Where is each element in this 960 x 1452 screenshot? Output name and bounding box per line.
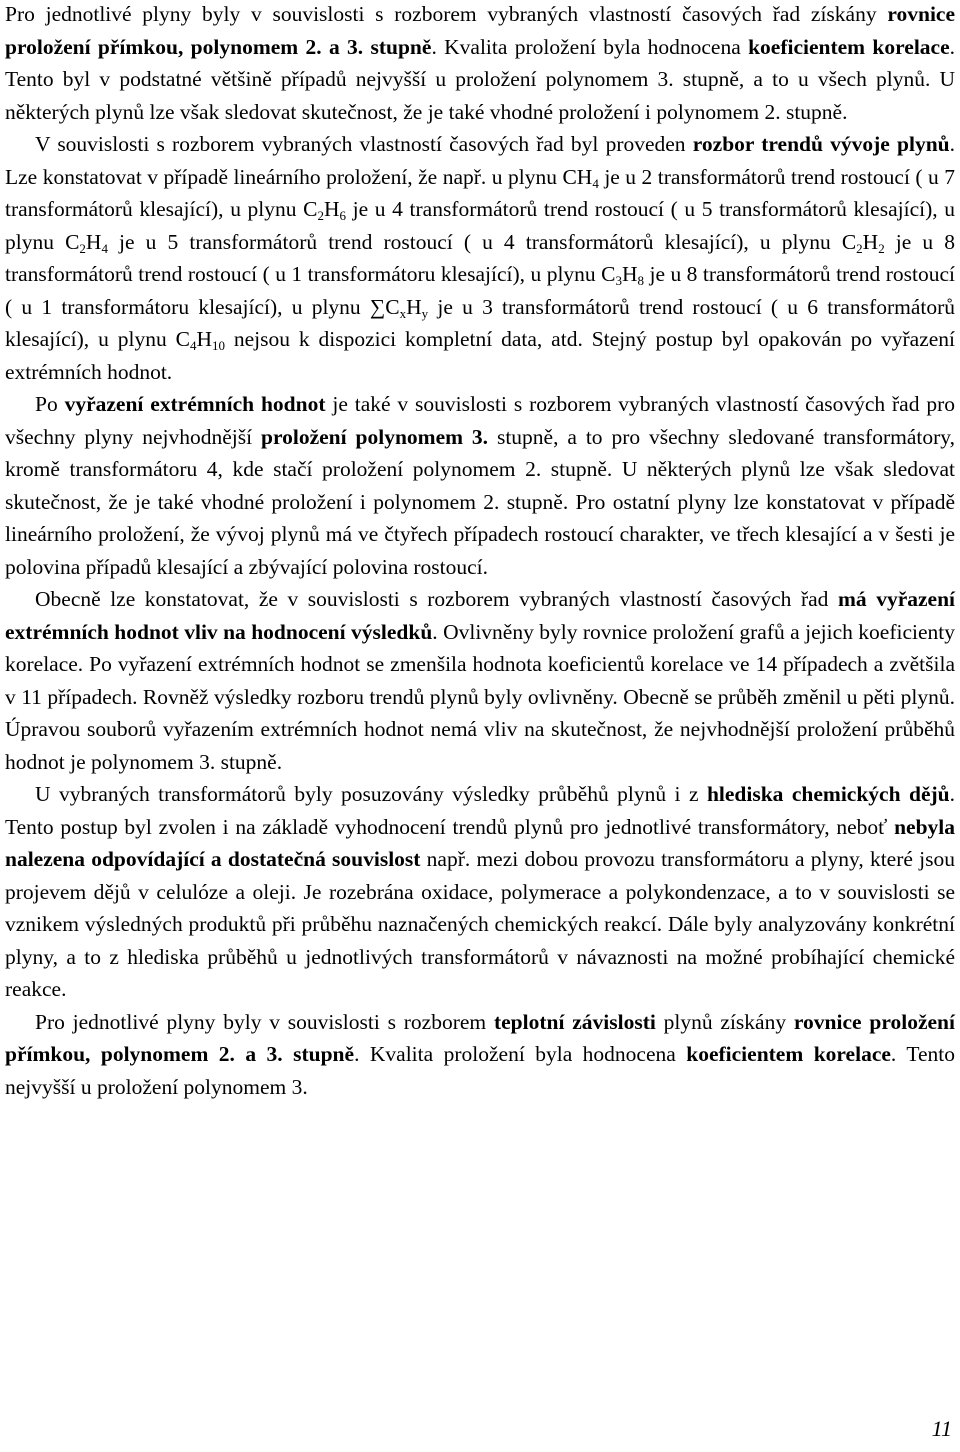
gas-trend-line: u plynu $C_2H_4$ je u 5 transformátorů trend rostoucí ( u 4 transformátorů klesající),	[5, 197, 956, 256]
gas-trend-line: u plynu $C_3H_8$ je u 8 transformátorů trend rostoucí ( u 1 transformátoru klesající),	[5, 262, 955, 319]
paragraph-regression-summary: Pro jednotlivé plyny byly v souvislosti s rozborem vybraných vlastností časových řad získány rovnice proložení přímkou, polynomem 2. a 3. stupně. Kvalita proložení byla hodnocena koeficientem korelace. Tento byl v podstatné většině případů nejvyšší u proložení polynomem 3. stupně, a to u všech plynů. U některých plynů lze však sledovat skutečnost, že je také vhodné proložení i polynomem 2. stupně.	[5, 2, 956, 124]
gas-trend-line: u plynu $C_4H_{10}$ nejsou k dispozici kompletní data, atd. Stejný postup byl opakován po vyřazení extrémních hodnot.	[5, 327, 956, 384]
page-number: 11	[931, 1416, 952, 1441]
gas-trend-line: u plynu $C_2H_2$ je u 8 transformátorů trend rostoucí ( u 1 transformátoru klesající),	[5, 229, 955, 286]
paragraph-chemical-processes: U vybraných transformátorů byly posuzovány výsledky průběhů plynů i z hlediska chemických dějů. Tento postup byl zvolen i na základě vyhodnocení trendů plynů pro jednotlivé transformátory, neboť nebyla nalezena odpovídající a dostatečná souvislost např. mezi dobou provozu transformátoru a plyny, které jsou projevem dějů v celulóze a oleji. Je rozebrána oxidace, polymerace a polykondenzace, a to v souvislosti se vznikem výsledných produktů při průběhu naznačených chemických reakcí. Dále byly analyzovány konkrétní plyny, a to z hlediska průběhů u jednotlivých transformátorů v návaznosti na možné probíhající chemické reakce.	[5, 782, 955, 1001]
paragraph-outlier-influence: Obecně lze konstatovat, že v souvislosti s rozborem vybraných vlastností časových řad má vyřazení extrémních hodnot vliv na hodnocení výsledků. Ovlivněny byly rovnice proložení grafů a jejich koeficienty korelace. Po vyřazení extrémních hodnot se zmenšila hodnota koeficientů korelace ve 14 případech a zvětšila v 11 případech. Rovněž výsledky rozboru trendů plynů byly ovlivněny. Obecně se průběh změnil u pěti plynů. Úpravou souborů vyřazením extrémních hodnot nemá vliv na skutečnost, že nejvhodnější proložení průběhů hodnot je polynomem 3. stupně.	[5, 587, 956, 774]
gas-trend-line: u plynu $\sum C_xH_y$ je u 3 transformátorů trend rostoucí ( u 6 transformátorů klesající),	[5, 294, 956, 351]
paragraph-temperature-dependence: Pro jednotlivé plyny byly v souvislosti s rozborem teplotní závislosti plynů získány rovnice proložení přímkou, polynomem 2. a 3. stupně. Kvalita proložení byla hodnocena koeficientem korelace. Tento nejvyšší u proložení polynomem 3.	[5, 1009, 955, 1099]
gas-trend-line: u plynu $C_2H_6$ je u 4 transformátorů trend rostoucí ( u 5 transformátorů klesající),	[230, 197, 938, 223]
gas-trend-line: u plynu $CH_4$ je u 2 transformátorů trend rostoucí ( u 7 transformátorů klesající),	[5, 164, 956, 221]
paragraph-outlier-removal: Po vyřazení extrémních hodnot je také v souvislosti s rozborem vybraných vlastností časových řad pro všechny plyny nejvhodnější proložení polynomem 3. stupně, a to pro všechny sledované transformátory, kromě transformátoru 4, kde stačí proložení polynomem 2. stupně. U některých plynů lze však sledovat skutečnost, že je také vhodné proložení i polynomem 2. stupně. Pro ostatní plyny lze konstatovat v případě lineárního proložení, že vývoj plynů má ve čtyřech případech rostoucí charakter, ve třech klesající a v šesti je polovina případů klesající a zbývající polovina rostoucí.	[5, 392, 955, 579]
paragraph-trend-analysis: V souvislosti s rozborem vybraných vlastností časových řad byl proveden rozbor trendů vývoje plynů. Lze konstatovat v případě lineárního proložení, že např. u plynu $CH_4$ je u 2 transformátorů trend rostoucí ( u 7 transformátorů klesající), u plynu $C_2H_6$ je u 4 transformátorů trend rostoucí ( u 5 transformátorů klesající), u plynu $C_2H_4$ je u 5 transformátorů trend rostoucí ( u 4 transformátorů klesající), u plynu $C_2H_2$ je u 8 transformátorů trend rostoucí ( u 1 transformátoru klesající), u plynu $C_3H_8$ je u 8 transformátorů trend rostoucí ( u 1 transformátoru klesající), u plynu $\sum C_xH_y$ je u 3 transformátorů trend rostoucí ( u 6 transformátorů klesající), u plynu $C_4H_{10}$ nejsou k dispozici kompletní data, atd. Stejný postup byl opakován po vyřazení extrémních hodnot.	[5, 132, 956, 384]
document-page	[5, 0, 955, 1103]
